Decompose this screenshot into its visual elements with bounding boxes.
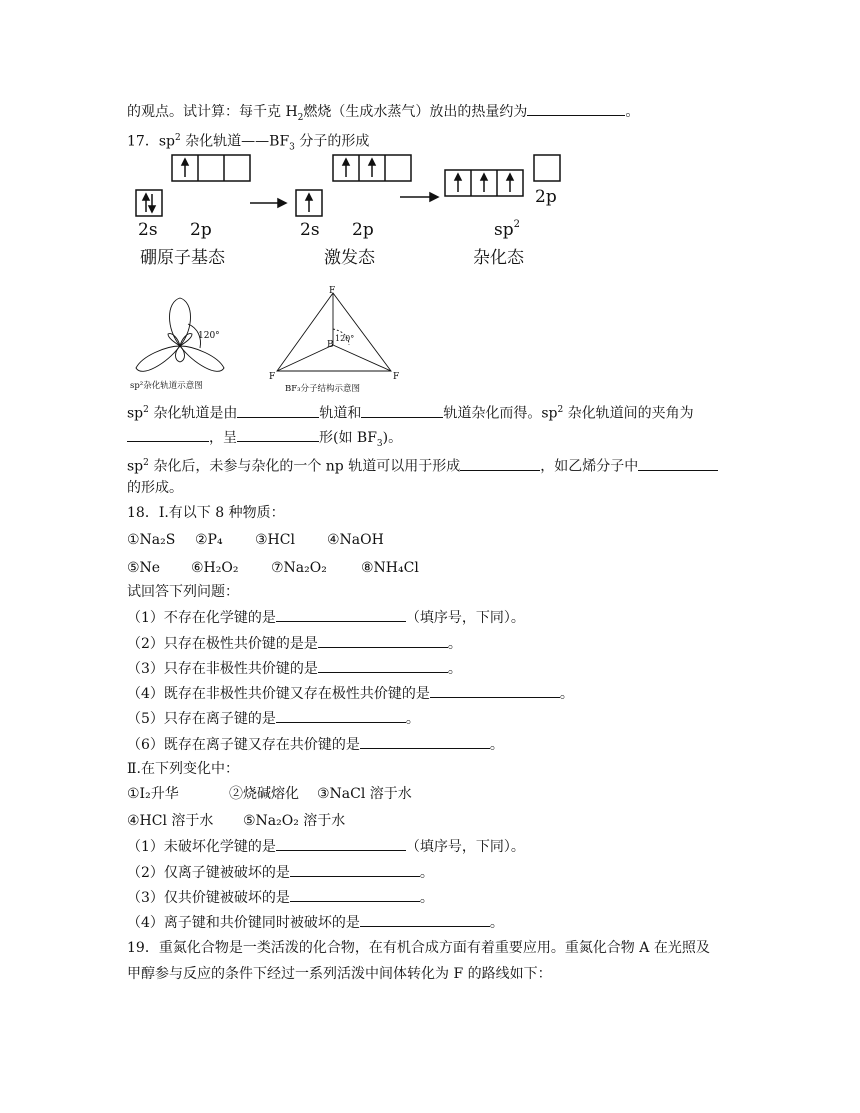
text: 杂化后，未参与杂化的一个 np 轨道可以用于形成	[148, 458, 461, 475]
label-2p-ground: 2p	[190, 220, 212, 240]
text: 轨道杂化而得。sp	[443, 405, 558, 422]
question-tail: 。	[447, 636, 462, 652]
answer-blank[interactable]	[361, 403, 443, 418]
q17-line1	[127, 400, 694, 424]
sub: 3	[376, 438, 383, 449]
change-item: ④HCl 溶于水	[127, 813, 214, 829]
q17-line3	[127, 453, 718, 477]
sup: 2	[143, 458, 149, 468]
change-item: ②烧碱熔化	[229, 786, 299, 802]
question-text: （6）既存在离子键又存在共价键的是	[127, 737, 360, 753]
q18-II-question-2	[127, 862, 434, 883]
substance-item: ③HCl	[255, 532, 295, 548]
text: 杂化轨道间的夹角为	[563, 405, 694, 422]
answer-blank[interactable]	[360, 912, 490, 927]
label-sp2: $sp^2$	[494, 219, 520, 240]
q17-title-b: 杂化轨道——BF	[180, 133, 290, 150]
atom-f-left: F	[269, 372, 276, 382]
atom-f-right: F	[393, 372, 400, 382]
change-item: ①I₂升华	[127, 786, 179, 802]
answer-blank[interactable]	[276, 836, 406, 851]
label-2s-excited: 2s	[300, 220, 320, 240]
q19-line1: 19．重氮化合物是一类活泼的化合物，在有机合成方面有着重要应用。重氮化合物 A 在光照及	[127, 940, 710, 956]
substance-item: ⑤Ne	[127, 560, 161, 576]
answer-blank[interactable]	[318, 633, 448, 648]
q16-end: 。	[625, 104, 640, 120]
q16-text-b: 燃烧（生成水蒸气）放出的热量约为	[303, 104, 528, 120]
answer-blank[interactable]	[276, 708, 406, 723]
text: sp	[127, 405, 144, 422]
q18-I-question-1	[127, 607, 525, 628]
change-item: ③NaCl 溶于水	[317, 786, 412, 802]
substance-item: ②P₄	[195, 532, 223, 548]
q18-II-question-4	[127, 912, 504, 933]
text: sp	[127, 458, 144, 475]
question-tail: （填序号，下同）。	[405, 839, 525, 855]
q17-title-a: 17．sp	[127, 133, 175, 150]
q16-text: 的观点。试计算：每千克 H	[127, 104, 298, 120]
text: )。	[382, 430, 403, 446]
substance-item: ⑧NH₄Cl	[361, 560, 419, 576]
q18-changes-row2	[127, 811, 345, 831]
answer-blank[interactable]	[638, 456, 718, 471]
question-text: （4）既存在非极性共价键又存在极性共价键的是	[127, 686, 430, 702]
question-text: （3）仅共价键被破坏的是	[127, 890, 290, 906]
answer-blank[interactable]	[290, 862, 420, 877]
question-text: （1）未破坏化学键的是	[127, 839, 276, 855]
q18-I-question-4	[127, 683, 574, 704]
text: 轨道和	[319, 405, 362, 422]
q18-substances-row2	[127, 558, 419, 578]
q18-I-question-6	[127, 734, 504, 755]
text: ，如乙烯分子中	[540, 458, 639, 475]
label-hybrid-state: 杂化态	[473, 248, 524, 268]
bf3-structure-figure	[265, 285, 405, 395]
q17-title-c: 分子的形成	[294, 133, 370, 150]
answer-blank[interactable]	[527, 101, 625, 116]
q17-line4: 的形成。	[127, 480, 183, 496]
sp2-orbital-figure	[128, 294, 238, 394]
question-tail: （填序号，下同）。	[405, 610, 525, 626]
q17-title-sup: 2	[174, 133, 181, 143]
q18-II-question-1	[127, 836, 525, 857]
question-text: （3）只存在非极性共价键的是	[127, 661, 318, 677]
transition-arrows	[250, 193, 438, 207]
substance-item: ①Na₂S	[127, 532, 176, 548]
text: 形(如 BF	[319, 430, 377, 446]
label-excited-state: 激发态	[324, 248, 375, 268]
q18-I-question-3	[127, 658, 462, 679]
question-tail: 。	[447, 661, 462, 677]
text: 杂化轨道是由	[148, 405, 238, 422]
q18-changes-row1	[127, 784, 412, 804]
question-tail: 。	[489, 915, 504, 931]
question-text: （4）离子键和共价键同时被破坏的是	[127, 915, 360, 931]
substance-item: ⑥H₂O₂	[191, 560, 239, 576]
orbital-diagram	[120, 150, 580, 275]
sp2-figure-caption: sp²杂化轨道示意图	[130, 381, 203, 391]
answer-blank[interactable]	[460, 456, 540, 471]
substance-item: ⑦Na₂O₂	[271, 560, 327, 576]
q17-line2	[127, 427, 402, 454]
answer-blank[interactable]	[237, 427, 319, 442]
question-tail: 。	[419, 865, 434, 881]
answer-blank[interactable]	[290, 887, 420, 902]
answer-blank[interactable]	[237, 403, 319, 418]
remaining-2p-box	[534, 155, 560, 181]
answer-blank[interactable]	[276, 607, 406, 622]
q18-title: 18．Ⅰ.有以下 8 种物质：	[127, 505, 285, 521]
substance-item: ④NaOH	[327, 532, 384, 548]
q19-line2: 甲醇参与反应的条件下经过一系列活泼中间体转化为 F 的路线如下：	[127, 966, 552, 982]
sup: 2	[143, 405, 149, 415]
ground-2p-boxes	[172, 155, 250, 181]
question-tail: 。	[489, 737, 504, 753]
q17-title-sub: 3	[289, 142, 295, 153]
bf3-figure-caption: BF₃分子结构示意图	[285, 384, 361, 394]
label-ground-state: 硼原子基态	[140, 248, 225, 268]
sp2-angle-label: 120°	[198, 331, 220, 341]
ground-2s-box	[136, 190, 162, 216]
answer-blank[interactable]	[318, 658, 448, 673]
question-tail: 。	[559, 686, 574, 702]
answer-blank[interactable]	[127, 427, 209, 442]
q18-I-question-2	[127, 633, 462, 654]
question-tail: 。	[405, 711, 420, 727]
question-text: （2）只存在极性共价键的是是	[127, 636, 318, 652]
question-text: （2）仅离子键被破坏的是	[127, 865, 290, 881]
sup: 2	[557, 405, 564, 415]
answer-blank[interactable]	[360, 734, 490, 749]
label-2s-ground: 2s	[138, 220, 158, 240]
text: ，呈	[209, 430, 237, 446]
q18-prompt: 试回答下列问题：	[127, 584, 239, 600]
bf3-angle-label: 120°	[335, 334, 355, 343]
atom-f-top: F	[329, 286, 336, 296]
question-text: （1）不存在化学键的是	[127, 610, 276, 626]
label-2p-remaining: 2p	[535, 187, 557, 207]
q18-part2-title: Ⅱ.在下列变化中：	[127, 761, 239, 777]
question-text: （5）只存在离子键的是	[127, 711, 276, 727]
atom-b: B	[327, 340, 334, 350]
q18-II-question-3	[127, 887, 434, 908]
q18-substances-row1	[127, 530, 384, 550]
label-2p-excited: 2p	[352, 220, 374, 240]
answer-blank[interactable]	[430, 683, 560, 698]
change-item: ⑤Na₂O₂ 溶于水	[243, 813, 346, 829]
q18-I-question-5	[127, 708, 420, 729]
q16-tail-line	[127, 101, 639, 128]
q16-sub: 2	[297, 112, 304, 123]
question-tail: 。	[419, 890, 434, 906]
